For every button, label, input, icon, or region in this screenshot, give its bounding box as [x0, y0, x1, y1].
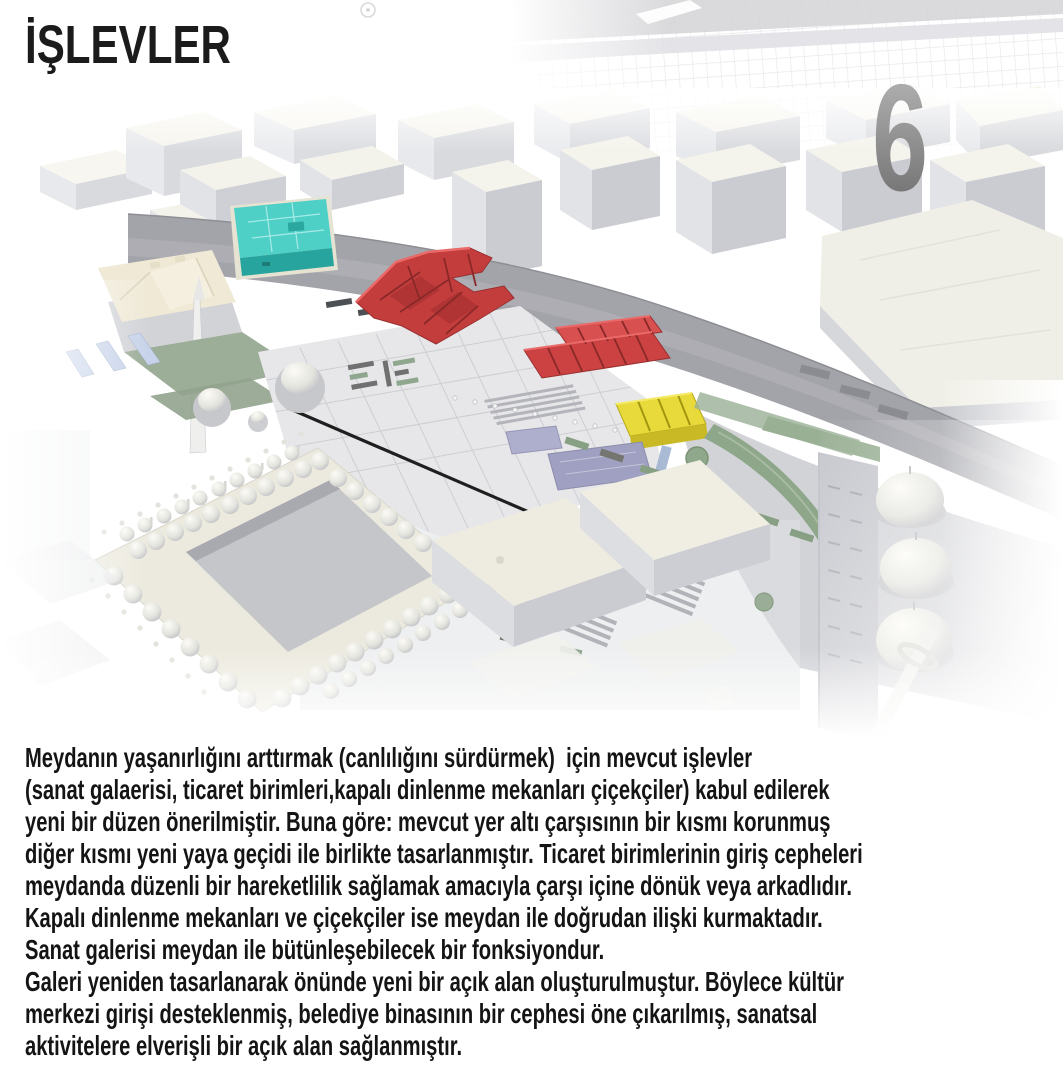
page-number: 6: [872, 58, 928, 208]
text-line-10: aktivitelere elverişli bir açık alan sağlanmıştır.: [25, 1030, 463, 1061]
text-line-4: diğer kısmı yeni yaya geçidi ile birlikte tasarlanmıştır. Ticaret birimlerinin giriş cepheleri: [25, 838, 863, 869]
description-text: [25, 742, 1063, 1062]
text-line-3: yeni bir düzen önerilmiştir. Buna göre: mevcut yer altı çarşısının bir kısmı korunmuş: [25, 806, 831, 837]
text-line-2: (sanat galaerisi, ticaret birimleri,kapalı dinlenme mekanları çiçekçiler) kabul edilerek: [25, 774, 830, 805]
cyan-pool-building: [230, 196, 338, 280]
page-number-badge: [840, 58, 960, 208]
text-line-7: Sanat galerisi meydan ile bütünleşebilecek bir fonksiyondur.: [25, 934, 605, 965]
text-line-5: meydanda düzenli bir hareketlilik sağlamak amacıyla çarşı içine dönük veya arkadlıdır.: [25, 870, 852, 901]
text-line-1: Meydanın yaşanırlığını arttırmak (canlılığını sürdürmek) için mevcut işlevler: [25, 742, 753, 773]
text-line-6: Kapalı dinlenme mekanları ve çiçekçiler ise meydan ile doğrudan ilişki kurmaktadır.: [25, 902, 823, 933]
page-title: İŞLEVLER: [25, 15, 231, 75]
text-line-9: merkezi girişi desteklenmiş, belediye binasının bir cephesi öne çıkarılmış, sanatsal: [25, 998, 818, 1029]
text-line-8: Galeri yeniden tasarlanarak önünde yeni bir açık alan oluşturulmuştur. Böylece kültür: [25, 966, 844, 997]
